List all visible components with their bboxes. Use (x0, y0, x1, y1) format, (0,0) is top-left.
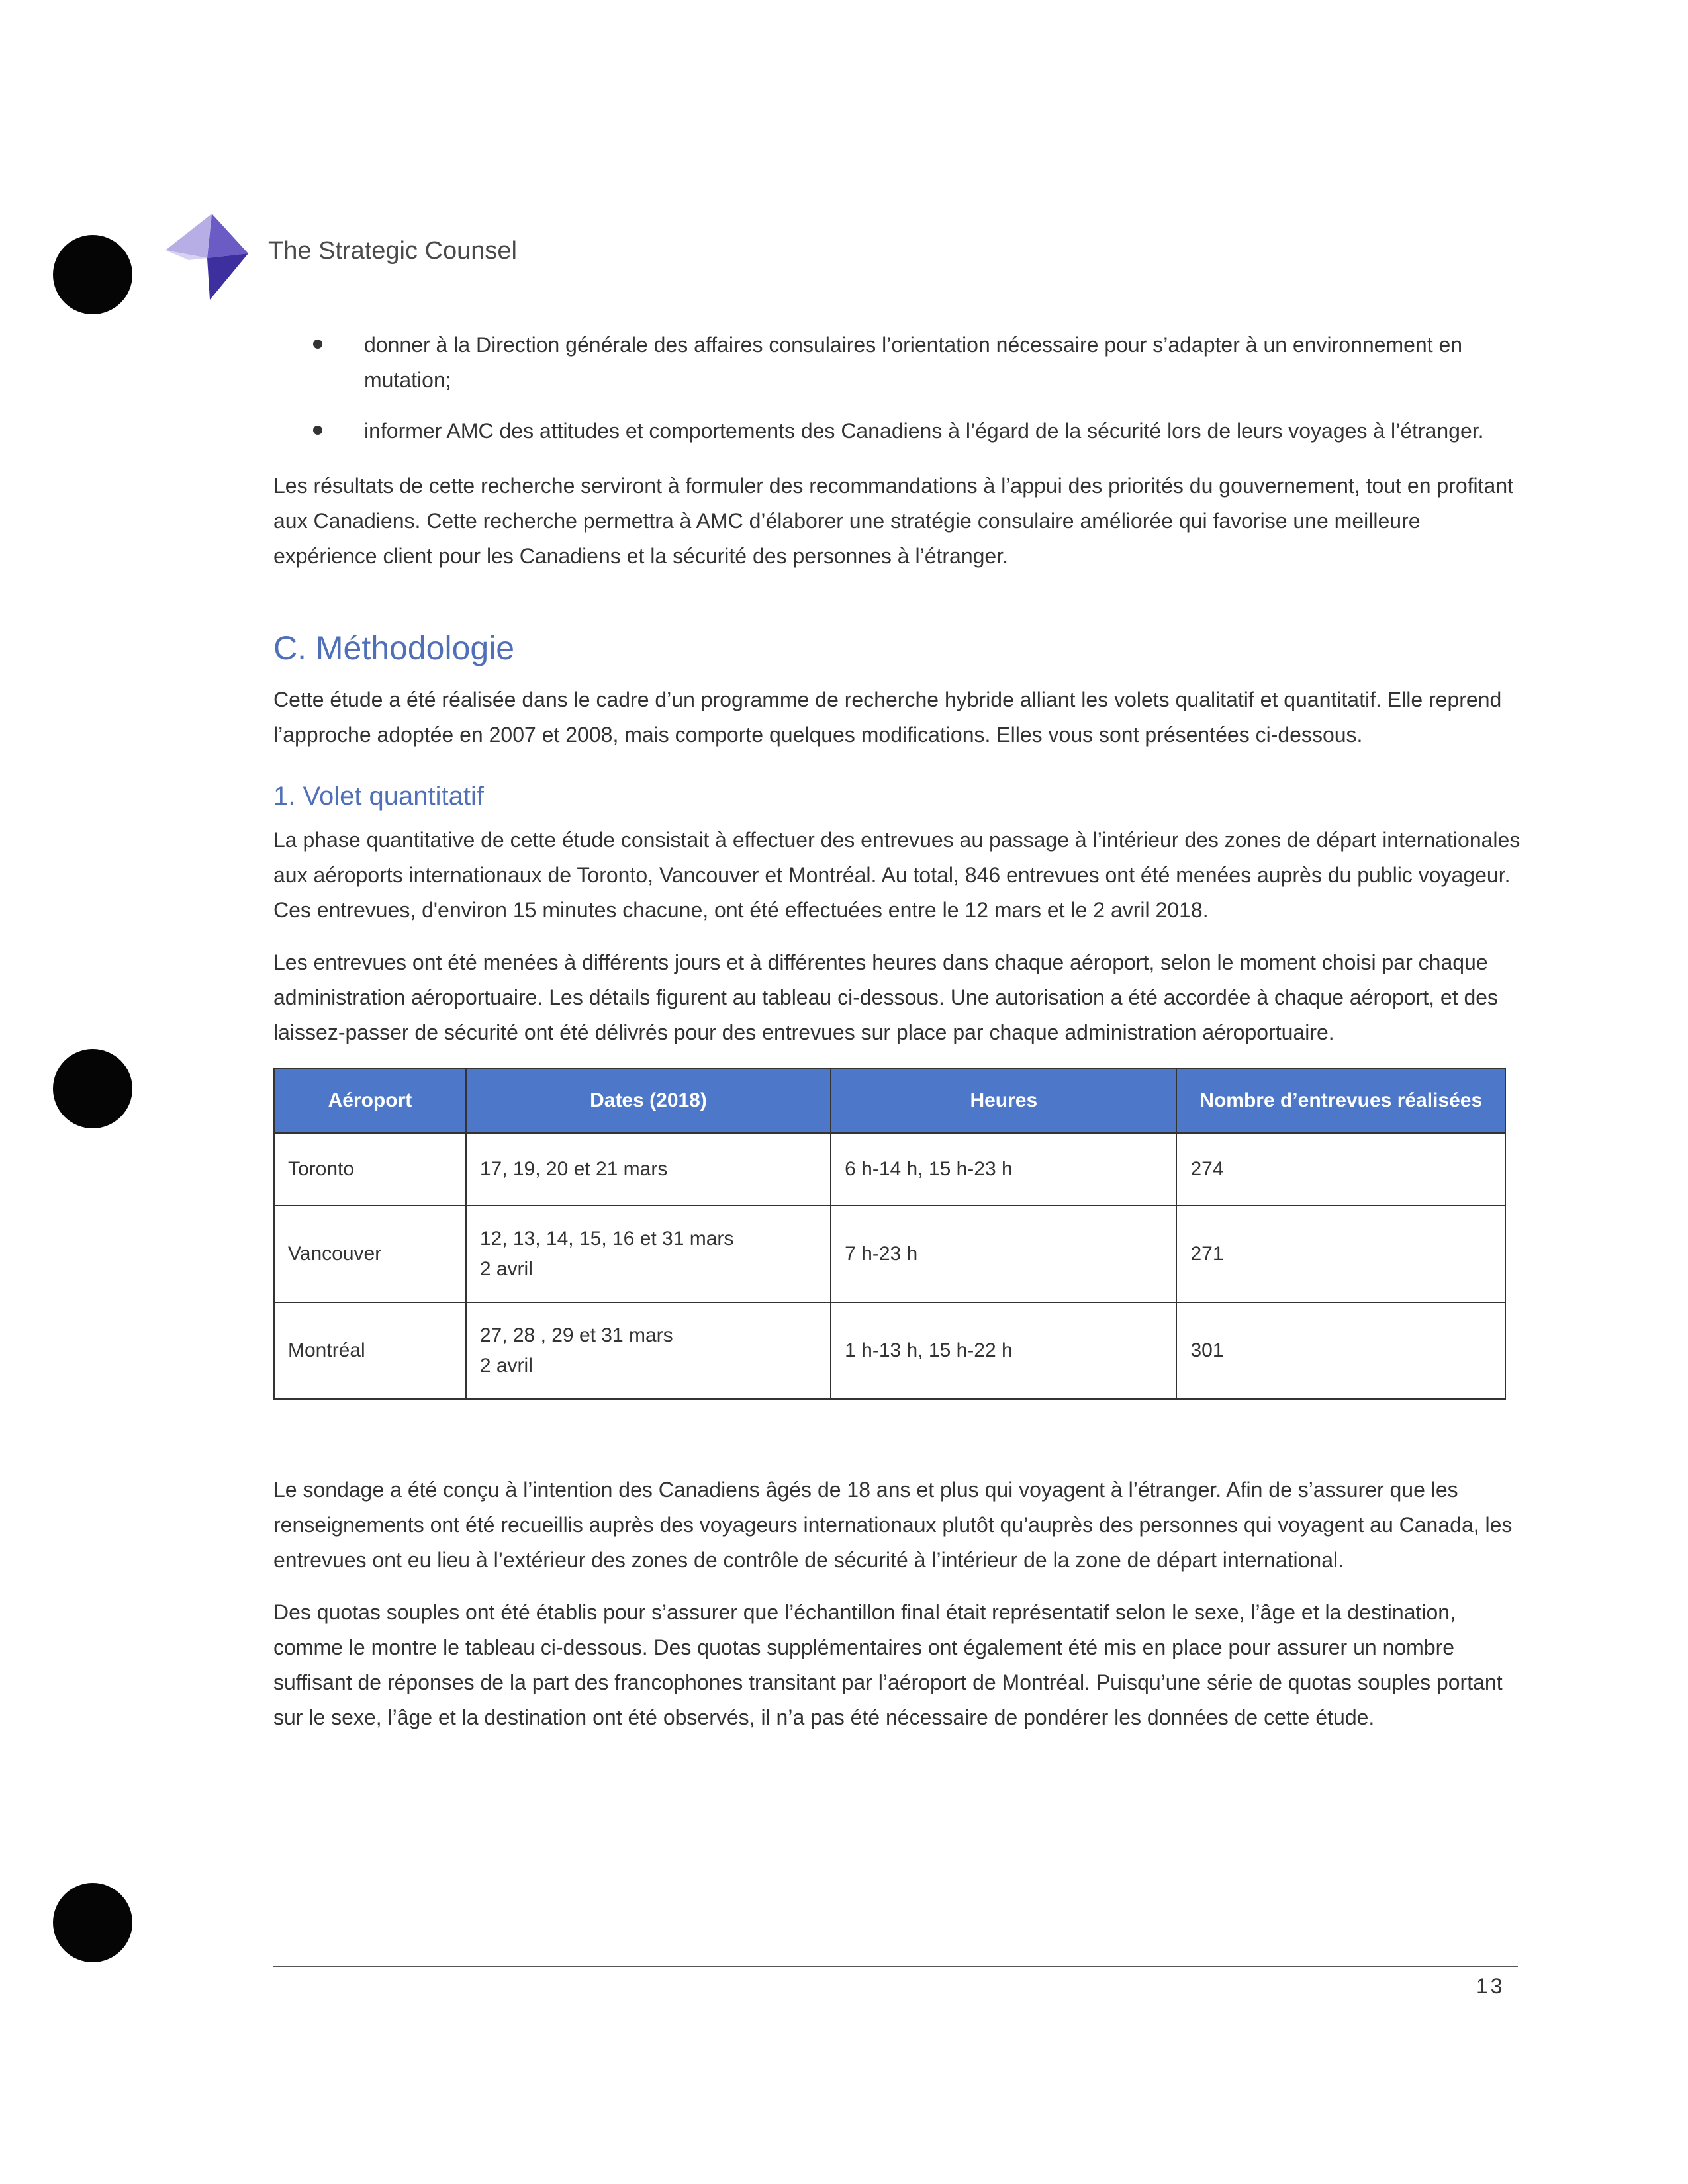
page-number: 13 (1476, 1974, 1505, 1998)
cell-airport: Toronto (274, 1133, 466, 1206)
interviews-table (273, 1068, 1506, 1400)
bullet-icon (313, 340, 322, 349)
bullet-icon (313, 426, 322, 435)
cell-hours: 1 h-13 h, 15 h-22 h (831, 1302, 1176, 1399)
list-item: informer AMC des attitudes et comportements des Canadiens à l’égard de la sécurité lors de leurs voyages à l’étranger. (273, 414, 1528, 449)
subsection-title-volet-quantitatif: 1. Volet quantitatif (273, 782, 485, 811)
cell-airport: Vancouver (274, 1206, 466, 1302)
strategic-counsel-logo-icon (162, 210, 255, 303)
footer-divider (273, 1966, 1518, 1967)
cell-count: 274 (1176, 1133, 1505, 1206)
binder-hole-bottom (53, 1883, 132, 1962)
table-header-hours: Heures (831, 1068, 1176, 1133)
quotas-paragraph: Des quotas souples ont été établis pour s’assurer que l’échantillon final était représentatif selon le sexe, l’âge et la destination, comme le montre le tableau ci-dessous. Des quotas supplémentaires ont également été mis en place pour assurer un nombre suffisant de réponses de la part des francophones transitant par l’aéroport de Montréal. Puisqu’une série de quotas souples portant sur le sexe, l’âge et la destination ont été observés, il n’a pas été nécessaire de pondérer les données de cette étude. (273, 1600, 1503, 1729)
cell-dates: 27, 28 , 29 et 31 mars 2 avril (466, 1302, 831, 1399)
cell-hours: 6 h-14 h, 15 h-23 h (831, 1133, 1176, 1206)
cell-count: 271 (1176, 1206, 1505, 1302)
table-row (274, 1206, 1505, 1302)
page-content (273, 328, 1528, 1752)
binder-hole-middle (53, 1049, 132, 1128)
survey-paragraph: Le sondage a été conçu à l’intention des Canadiens âgés de 18 ans et plus qui voyagent à l’étranger. Afin de s’assurer que les renseignements ont été recueillis auprès des voyageurs internationaux plutôt qu’auprès des personnes qui voyagent au Canada, les entrevues ont eu lieu à l’extérieur des zones de contrôle de sécurité à l’intérieur de la zone de départ international. (273, 1478, 1513, 1572)
table-header-dates: Dates (2018) (466, 1068, 831, 1133)
methodologie-paragraph: Cette étude a été réalisée dans le cadre d’un programme de recherche hybride alliant les volets qualitatif et quantitatif. Elle reprend l’approche adoptée en 2007 et 2008, mais comporte quelques modifications. Elles vous sont présentées ci-dessous. (273, 688, 1502, 747)
quantitatif-paragraph-1: La phase quantitative de cette étude consistait à effectuer des entrevues au passage à l’intérieur des zones de départ internationales aux aéroports internationaux de Toronto, Vancouver et Montréal. Au total, 846 entrevues ont été menées auprès du public voyageur. Ces entrevues, d'environ 15 minutes chacune, ont été effectuées entre le 12 mars et le 2 avril 2018. (273, 828, 1521, 922)
section-title-methodologie: C. Méthodologie (273, 629, 515, 666)
table-row (274, 1302, 1505, 1399)
list-item: donner à la Direction générale des affaires consulaires l’orientation nécessaire pour s’adapter à un environnement en mutation; (273, 328, 1528, 398)
brand-name: The Strategic Counsel (268, 237, 517, 265)
cell-dates: 17, 19, 20 et 21 mars (466, 1133, 831, 1206)
intro-paragraph: Les résultats de cette recherche serviront à formuler des recommandations à l’appui des priorités du gouvernement, tout en profitant aux Canadiens. Cette recherche permettra à AMC d’élaborer une stratégie consulaire améliorée qui favorise une meilleure expérience client pour les Canadiens et la sécurité des personnes à l’étranger. (273, 474, 1513, 568)
table-row (274, 1133, 1505, 1206)
cell-count: 301 (1176, 1302, 1505, 1399)
quantitatif-paragraph-2: Les entrevues ont été menées à différents jours et à différentes heures dans chaque aéroport, selon le moment choisi par chaque administration aéroportuaire. Les détails figurent au tableau ci-dessous. Une autorisation a été accordée à chaque aéroport, et des laissez-passer de sécurité ont été délivrés pour des entrevues sur place par chaque administration aéroportuaire. (273, 950, 1499, 1044)
cell-airport: Montréal (274, 1302, 466, 1399)
objectives-list (273, 328, 1528, 449)
cell-dates: 12, 13, 14, 15, 16 et 31 mars 2 avril (466, 1206, 831, 1302)
table-header-airport: Aéroport (274, 1068, 466, 1133)
binder-hole-top (53, 235, 132, 314)
table-header-count: Nombre d’entrevues réalisées (1176, 1068, 1505, 1133)
table-header-row (274, 1068, 1505, 1133)
cell-hours: 7 h-23 h (831, 1206, 1176, 1302)
